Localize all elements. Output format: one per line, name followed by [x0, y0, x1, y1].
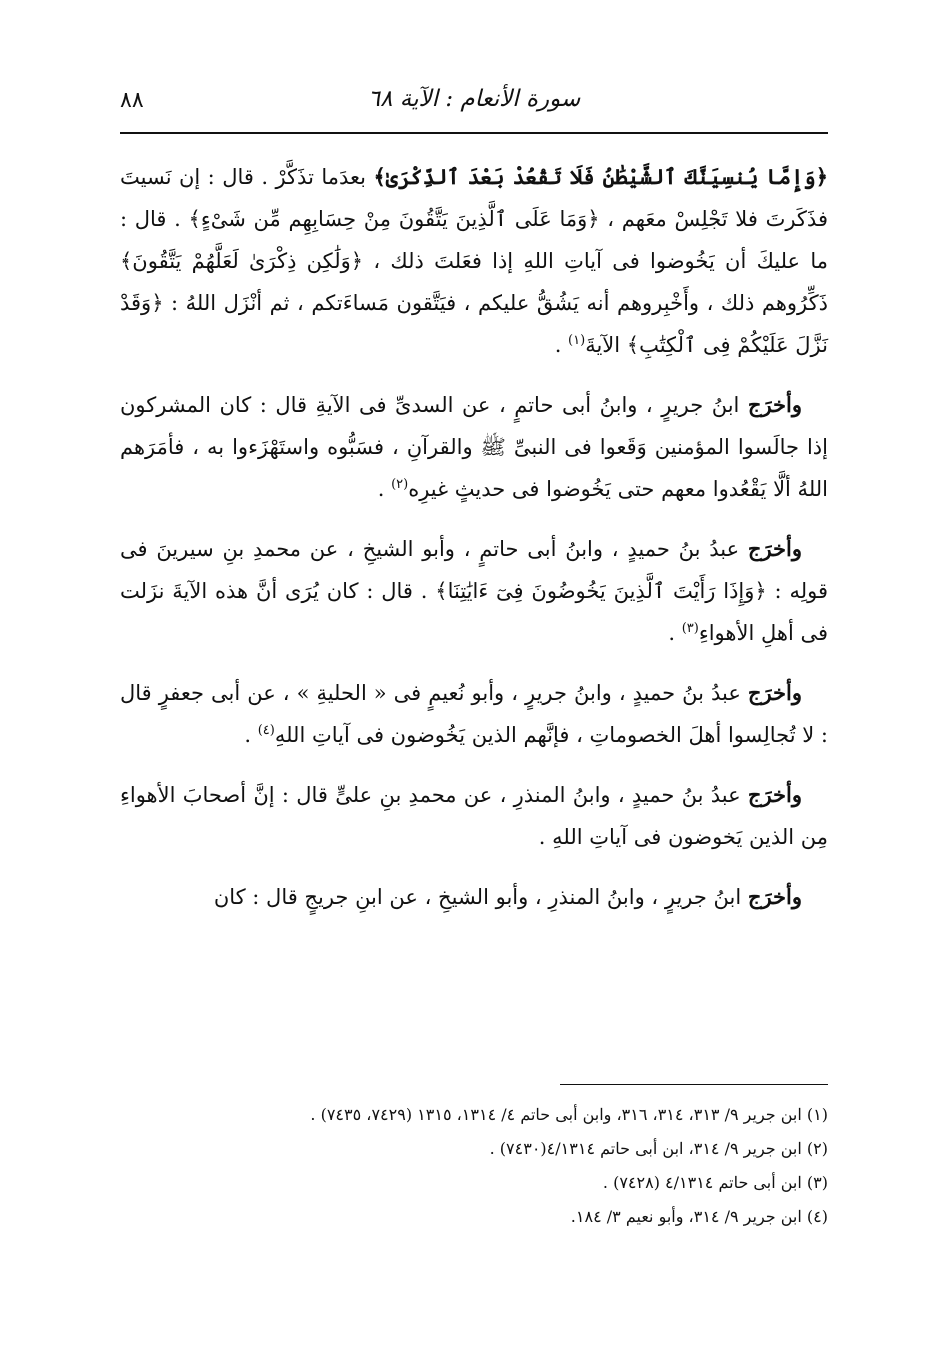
footnote-marker: (٤) — [257, 723, 275, 738]
paragraph-lead: وأخرَج — [747, 782, 802, 807]
paragraph-lead: وأخرَج — [747, 884, 802, 909]
page-number: ٨٨ — [120, 88, 144, 113]
paragraph-end: . — [668, 621, 682, 645]
paragraph-4 — [120, 672, 828, 756]
paragraph-end: . — [554, 333, 569, 357]
footnote-2: (٢) ابن جرير ٩/ ٣١٤، ابن أبى حاتم ٤/١٣١٤(٧٤٣٠) . — [489, 1139, 828, 1158]
footnote-marker: (١) — [568, 333, 586, 348]
paragraph-text: ابنُ جريرٍ ، وابنُ أبى حاتمٍ ، عن السدىِّ فى الآيةِ قال : كان المشركون إذا جالَسوا المؤمنين وَقَعوا فى النبىِّ ﷺ والقرآنِ ، فسَبُّوه واستَهْزَءوا به ، فأمَرَهم اللهُ ألَّا يَقْعُدوا معهم حتى يَخُوضوا فى حديثٍ غيرِه — [120, 393, 828, 501]
paragraph-6 — [120, 876, 828, 918]
running-title: سورة الأنعام : الآية ٦٨ — [367, 86, 581, 112]
paragraph-text: بعدَما تذَكَّرْ . قال : إن نَسيتَ فذَكَرتَ فلا تَجْلِسْ معَهم ، ﴿وَمَا عَلَى ٱلَّذِينَ يَتَّقُونَ مِنْ حِسَابِهِم مِّن شَىْءٍ﴾ . قال : ما عليكَ أن يَخُوضوا فى آياتِ اللهِ إذا فعَلتَ ذلك ، ﴿وَلَٰكِن ذِكْرَىٰ لَعَلَّهُمْ يَتَّقُونَ﴾ ذَكِّرُوهم ذلك ، وأَخْبِروهم أنه يَشُقُّ عليكم ، فيَتَّقون مَساءَتكم ، ثم أنْزَل اللهُ : ﴿وَقَدْ نَزَّلَ عَلَيْكُمْ فِى ٱلْكِتَٰبِ﴾ الآيةَ — [120, 165, 828, 357]
paragraph-2 — [120, 384, 828, 510]
paragraph-1 — [120, 156, 828, 366]
paragraph-lead: وأخرَج — [747, 680, 802, 705]
paragraph-text: عبدُ بنُ حميدٍ ، وابنُ المنذرِ ، عن محمدِ بنِ علىٍّ قال : إنَّ أصحابَ الأهواءِ مِن الذين يَخوضون فى آياتِ اللهِ . — [120, 783, 828, 849]
paragraph-end: . — [377, 477, 392, 501]
quran-quote: ﴿وَإِمَّا يُنسِيَنَّكَ ٱلشَّيْطَٰنُ فَلَا تَقْعُدْ بَعْدَ ٱلذِّكْرَىٰ﴾ — [373, 164, 829, 189]
paragraph-text: ابنُ جريرٍ ، وابنُ المنذرِ ، وأبو الشيخِ ، عن ابنِ جريجٍ قال : كان — [213, 885, 748, 909]
paragraph-lead: وأخرَج — [747, 536, 802, 561]
paragraph-text: عبدُ بنُ حميدٍ ، وابنُ جريرٍ ، وأبو نُعيمٍ فى « الحليةِ » ، عن أبى جعفرٍ قال : لا تُجالِسوا أهلَ الخصوماتِ ، فإنَّهم الذين يَخُوضون فى آياتِ اللهِ — [120, 681, 828, 747]
footnote-rule — [560, 1084, 828, 1085]
paragraph-end: . — [244, 723, 258, 747]
footnote-4: (٤) ابن جرير ٩/ ٣١٤، وأبو نعيم ٣/ ١٨٤. — [570, 1207, 828, 1226]
page-header — [120, 82, 828, 124]
footnote-1: (١) ابن جرير ٩/ ٣١٣، ٣١٤، ٣١٦، وابن أبى حاتم ٤/ ١٣١٤، ١٣١٥ (٧٤٢٩، ٧٤٣٥) . — [310, 1105, 828, 1124]
footnote-marker: (٣) — [681, 621, 699, 636]
footnote-marker: (٢) — [391, 477, 409, 492]
footnote-3: (٣) ابن أبى حاتم ٤/١٣١٤ (٧٤٢٨) . — [602, 1173, 828, 1192]
footnotes — [120, 1098, 828, 1234]
body-text — [120, 156, 828, 936]
paragraph-3 — [120, 528, 828, 654]
paragraph-5 — [120, 774, 828, 858]
paragraph-lead: وأخرَج — [747, 392, 802, 417]
paragraph-text: عبدُ بنُ حميدٍ ، وابنُ أبى حاتمٍ ، وأبو الشيخِ ، عن محمدِ بنِ سيرينَ فى قولِه : ﴿وَإِذَا رَأَيْتَ ٱلَّذِينَ يَخُوضُونَ فِىٓ ءَايَٰتِنَا﴾ . قال : كان يُرَى أنَّ هذه الآيةَ نزَلت فى أهلِ الأهواءِ — [120, 537, 828, 645]
header-rule — [120, 132, 828, 134]
